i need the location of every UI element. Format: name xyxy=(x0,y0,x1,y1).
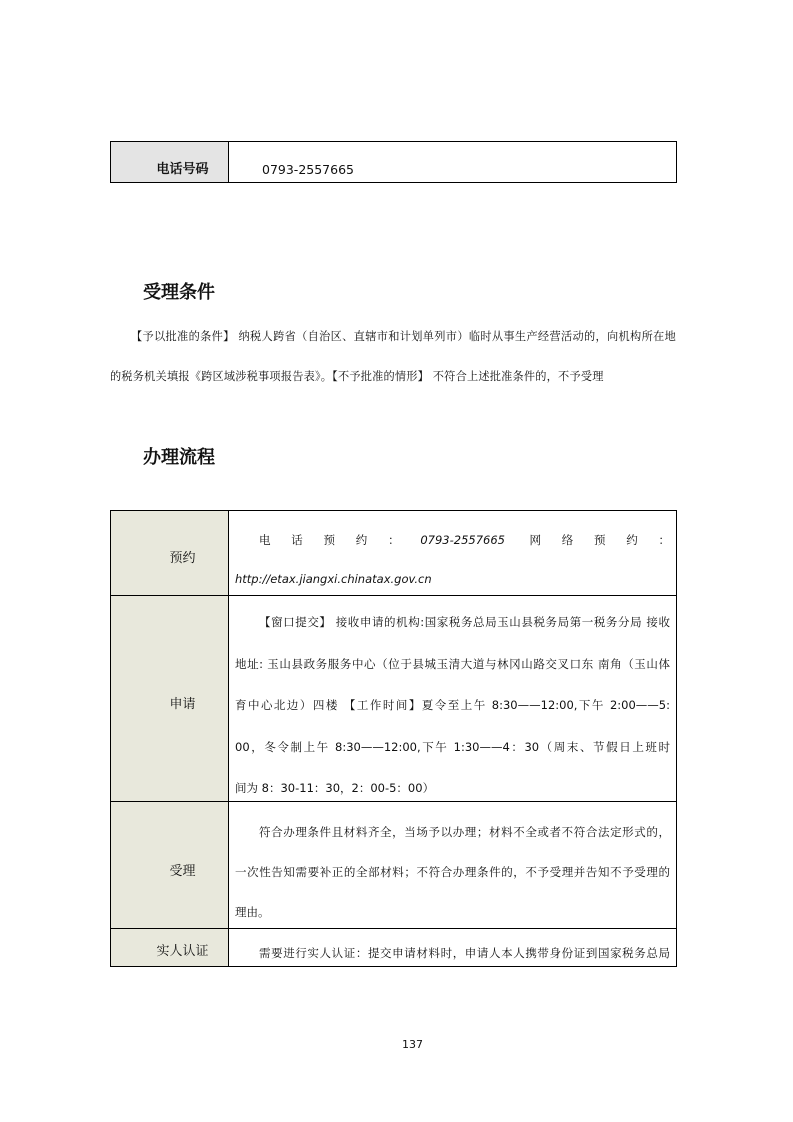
acceptance-line: 符合办理条件且材料齐全，当场予以办理；材料不全或者不符合法定形式的， xyxy=(259,825,670,839)
web-appointment-label: 网络预约： xyxy=(529,533,671,547)
process-row-label: 申请 xyxy=(111,596,229,801)
application-line: 【窗口提交】 接收申请的机构:国家税务总局玉山县税务局第一税务分局 接收 xyxy=(259,615,670,629)
process-row-content xyxy=(229,596,676,801)
process-table xyxy=(110,510,677,967)
appointment-url-link[interactable]: http://etax.jiangxi.chinatax.gov.cn xyxy=(235,572,432,586)
process-row-content xyxy=(229,802,676,928)
process-row-content xyxy=(229,511,676,595)
process-row-label: 实人认证 xyxy=(111,929,229,966)
process-heading: 办理流程 xyxy=(143,447,215,468)
process-row-appointment xyxy=(111,511,676,595)
phone-number-label: 电话号码 xyxy=(111,142,229,182)
process-row-content xyxy=(229,929,676,966)
process-row-acceptance xyxy=(111,801,676,928)
phone-appointment-label: 电话预约： xyxy=(259,533,421,547)
appointment-line xyxy=(235,521,670,560)
process-row-label: 预约 xyxy=(111,511,229,595)
phone-number-value: 0793-2557665 xyxy=(262,162,354,177)
process-row-application xyxy=(111,595,676,801)
appointment-phone: 0793-2557665 xyxy=(420,533,505,547)
process-row-label: 受理 xyxy=(111,802,229,928)
page-number: 137 xyxy=(402,1038,423,1051)
application-line: 育中心北边）四楼 【工作时间】夏令至上午 8:30——12:00,下午 2:00——5: xyxy=(235,698,670,712)
application-line: 间为 8：30-11：30，2：00-5：00） xyxy=(235,781,435,795)
acceptance-line: 一次性告知需要补正的全部材料；不符合办理条件的，不予受理并告知不予受理的 xyxy=(235,865,670,879)
process-row-identity-verification xyxy=(111,928,676,966)
conditions-line: 的税务机关填报《跨区域涉税事项报告表》。【不予批准的情形】 不符合上述批准条件的，不予受理 xyxy=(110,370,604,383)
application-line: 地址: 玉山县政务服务中心（位于县城玉清大道与林冈山路交叉口东 南角（玉山体 xyxy=(235,656,670,671)
application-line: 00，冬令制上午 8:30——12:00,下午 1:30——4：30（周末、节假日上班时 xyxy=(235,739,670,754)
contact-table xyxy=(110,141,677,183)
conditions-line: 【予以批准的条件】 纳税人跨省（自治区、直辖市和计划单列市）临时从事生产经营活动的，向机构所在地 xyxy=(131,330,676,343)
conditions-heading: 受理条件 xyxy=(143,282,215,303)
acceptance-line: 理由。 xyxy=(235,905,270,919)
identity-line: 需要进行实人认证：提交申请材料时，申请人本人携带身份证到国家税务总局 xyxy=(259,946,670,960)
